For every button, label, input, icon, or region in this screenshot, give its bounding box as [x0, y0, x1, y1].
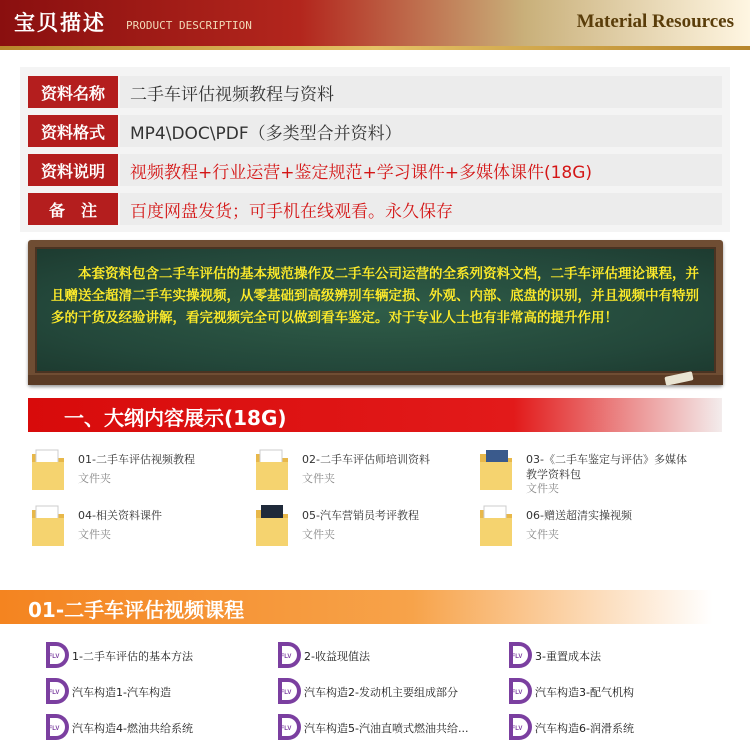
folder-name: 05-汽车营销员考评教程	[302, 509, 419, 522]
flv-file-icon	[272, 676, 302, 706]
chalkboard-text: 本套资料包含二手车评估的基本规范操作及二手车公司运营的全系列资料文档，二手车评估理论课程，并且赠送全超清二手车实操视频，从零基础到高级辨别车辆定损、外观、内部、底盘的识别，并且视频中有特别多的干货及经验讲解，看完视频完全可以做到看车鉴定。对于专业人士也有非常高的提升作用！	[51, 266, 699, 326]
brand-text-b: Resources	[652, 11, 734, 32]
flv-label: FLV	[280, 690, 292, 696]
folder-name: 04-相关资料课件	[78, 509, 162, 522]
video-file-name: 汽车构造4-燃油共给系统	[72, 722, 193, 735]
folder-type: 文件夹	[302, 472, 335, 485]
video-file-name: 汽车构造3-配气机构	[535, 686, 634, 699]
info-row-remark	[28, 193, 722, 225]
video-file-item[interactable]	[503, 640, 728, 670]
folder-item[interactable]	[30, 502, 250, 554]
info-label: 资料说明	[28, 154, 118, 186]
folder-item[interactable]	[478, 446, 698, 498]
folder-type: 文件夹	[526, 528, 559, 541]
folder-icon	[254, 446, 290, 492]
video-file-name: 汽车构造6-润滑系统	[535, 722, 634, 735]
flv-label: FLV	[48, 654, 60, 660]
flv-label: FLV	[511, 654, 523, 660]
flv-file-icon	[272, 712, 302, 742]
info-row-name	[28, 76, 722, 108]
folder-icon	[254, 502, 290, 548]
info-value: 视频教程+行业运营+鉴定规范+学习课件+多媒体课件(18G)	[120, 154, 722, 186]
flv-file-icon	[40, 640, 70, 670]
info-row-description	[28, 154, 722, 186]
video-file-name: 1-二手车评估的基本方法	[72, 650, 193, 663]
video-file-item[interactable]	[40, 640, 265, 670]
section-title: 01-二手车评估视频课程	[28, 598, 245, 622]
folder-type: 文件夹	[78, 472, 111, 485]
video-file-item[interactable]	[272, 676, 497, 706]
flv-file-icon	[40, 712, 70, 742]
video-file-name: 3-重置成本法	[535, 650, 601, 663]
video-file-item[interactable]	[503, 712, 728, 742]
flv-file-icon	[503, 712, 533, 742]
folder-item[interactable]	[254, 502, 474, 554]
folder-name: 01-二手车评估视频教程	[78, 453, 195, 466]
brand-text	[577, 11, 734, 33]
flv-file-icon	[40, 676, 70, 706]
folder-type: 文件夹	[78, 528, 111, 541]
flv-label: FLV	[280, 726, 292, 732]
page-title: 宝贝描述	[14, 11, 106, 35]
chalkboard-surface	[35, 247, 716, 373]
video-file-item[interactable]	[272, 640, 497, 670]
folder-item[interactable]	[478, 502, 698, 554]
section-outline-header	[28, 398, 722, 432]
flv-file-icon	[503, 676, 533, 706]
video-file-item[interactable]	[40, 676, 265, 706]
chalkboard	[28, 240, 723, 385]
info-label: 资料名称	[28, 76, 118, 108]
flv-label: FLV	[511, 726, 523, 732]
chalkboard-ledge	[28, 375, 723, 385]
info-row-format	[28, 115, 722, 147]
video-file-name: 汽车构造5-汽油直喷式燃油共给...	[304, 722, 469, 735]
section-video-header	[0, 590, 750, 624]
video-file-item[interactable]	[272, 712, 497, 742]
flv-label: FLV	[511, 690, 523, 696]
info-value: 百度网盘发货；可手机在线观看。永久保存	[120, 193, 722, 225]
page-header	[0, 0, 750, 46]
folder-type: 文件夹	[302, 528, 335, 541]
folder-name: 03-《二手车鉴定与评估》多媒体教学资料包	[526, 453, 687, 481]
folder-item[interactable]	[30, 446, 250, 498]
page-subtitle: PRODUCT DESCRIPTION	[126, 19, 252, 32]
info-value: MP4\DOC\PDF（多类型合并资料）	[120, 115, 722, 147]
flv-label: FLV	[48, 690, 60, 696]
video-file-item[interactable]	[40, 712, 265, 742]
info-label: 资料格式	[28, 115, 118, 147]
flv-label: FLV	[280, 654, 292, 660]
video-file-name: 2-收益现值法	[304, 650, 370, 663]
info-value: 二手车评估视频教程与资料	[120, 76, 722, 108]
header-divider	[0, 46, 750, 50]
flv-file-icon	[272, 640, 302, 670]
folder-name: 06-赠送超清实操视频	[526, 509, 632, 522]
folder-item[interactable]	[254, 446, 474, 498]
video-file-name: 汽车构造1-汽车构造	[72, 686, 171, 699]
flv-label: FLV	[48, 726, 60, 732]
brand-text-a: Material	[576, 11, 648, 32]
video-file-name: 汽车构造2-发动机主要组成部分	[304, 686, 458, 699]
info-label: 备 注	[28, 193, 118, 225]
folder-type: 文件夹	[526, 482, 559, 495]
folder-icon	[30, 446, 66, 492]
section-title: 一、大纲内容展示(18G)	[64, 406, 287, 430]
flv-file-icon	[503, 640, 533, 670]
video-file-item[interactable]	[503, 676, 728, 706]
folder-icon	[30, 502, 66, 548]
folder-icon	[478, 446, 514, 492]
folder-icon	[478, 502, 514, 548]
folder-name: 02-二手车评估师培训资料	[302, 453, 430, 466]
